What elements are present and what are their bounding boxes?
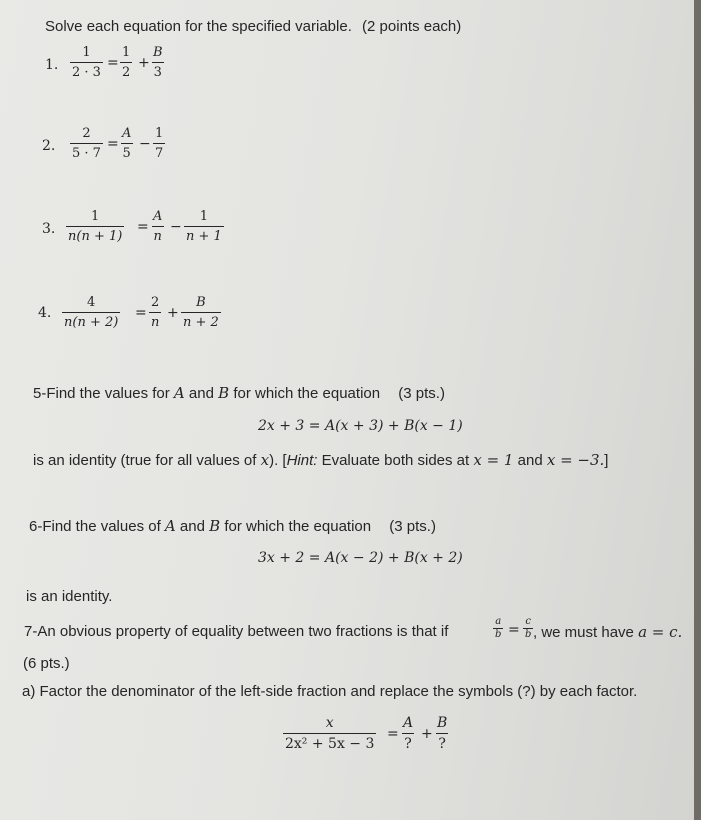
rhs-fraction-1: $\frac{1}{2}$	[122, 45, 131, 80]
question-5-prompt: 5-Find the values for A and B for which the equation (3 pts.)	[33, 384, 445, 402]
equals-sign: =	[508, 622, 520, 638]
question-7-conclusion: , we must have a = c.	[533, 623, 683, 641]
question-6-note: is an identity.	[26, 588, 113, 605]
rhs-fraction-1: $\frac{2}{n}$	[151, 295, 160, 330]
question-5-points: (3 pts.)	[398, 385, 445, 402]
minus-sign: −	[139, 136, 151, 152]
problem-label: 1.	[45, 57, 59, 73]
rhs-fraction-2: $\frac{1}{n + 1}$	[186, 209, 222, 244]
lhs-fraction: $\frac{x}{\text{2x² + 5x − 3}}$	[285, 715, 375, 752]
rhs-fraction-2: $\frac{B}{3}$	[153, 45, 163, 80]
lhs-fraction: $\frac{2}{5 \cdot 7}$	[72, 126, 101, 161]
rhs-fraction-1: $\frac{A}{n}$	[153, 209, 163, 244]
equals-sign: =	[107, 55, 119, 71]
question-7-prompt: 7-An obvious property of equality between two fractions is that if	[24, 623, 449, 640]
rhs-fraction-2: B ?	[437, 715, 448, 752]
lhs-fraction: $\frac{4}{n(n + 2)}$	[64, 295, 119, 330]
rhs-fraction-1: A ?	[403, 715, 414, 752]
equals-sign: =	[107, 136, 119, 152]
instructions-text: Solve each equation for the specified variable.	[45, 18, 352, 35]
lhs-fraction: $\frac{1}{n(n + 1)}$	[68, 209, 123, 244]
question-6-equation: 3x + 2 = A(x − 2) + B(x + 2)	[258, 550, 463, 566]
question-7-part-a: a) Factor the denominator of the left-side fraction and replace the symbols (?) by each factor.	[22, 683, 638, 700]
problem-label: 4.	[38, 305, 52, 321]
plus-sign: +	[421, 726, 433, 742]
fraction-a-over-b: $\frac{a}{b}$	[495, 616, 502, 640]
lhs-fraction: $\frac{1}{2 \cdot 3}$	[72, 45, 101, 80]
rhs-fraction-2: $\frac{1}{7}$	[155, 126, 164, 161]
plus-sign: +	[167, 305, 179, 321]
question-5-note: is an identity (true for all values of x). [Hint: Evaluate both sides at x = 1 and x = −3.]	[33, 451, 609, 469]
equals-sign: =	[137, 219, 149, 235]
question-7-points: (6 pts.)	[23, 655, 70, 672]
question-6-points: (3 pts.)	[389, 518, 436, 535]
instructions-points: (2 points each)	[362, 18, 462, 35]
problem-label: 2.	[42, 138, 56, 154]
equals-sign: =	[387, 726, 399, 742]
question-6-prompt: 6-Find the values of A and B for which the equation (3 pts.)	[29, 517, 436, 535]
plus-sign: +	[138, 55, 150, 71]
instructions-heading	[45, 18, 461, 35]
problem-label: 3.	[42, 221, 56, 237]
rhs-fraction-2: $\frac{B}{n + 2}$	[183, 295, 219, 330]
fraction-c-over-b: $\frac{c}{b}$	[525, 616, 532, 640]
question-5-equation: 2x + 3 = A(x + 3) + B(x − 1)	[258, 418, 463, 434]
equals-sign: =	[135, 305, 147, 321]
rhs-fraction-1: $\frac{A}{5}$	[122, 126, 132, 161]
minus-sign: −	[170, 219, 182, 235]
